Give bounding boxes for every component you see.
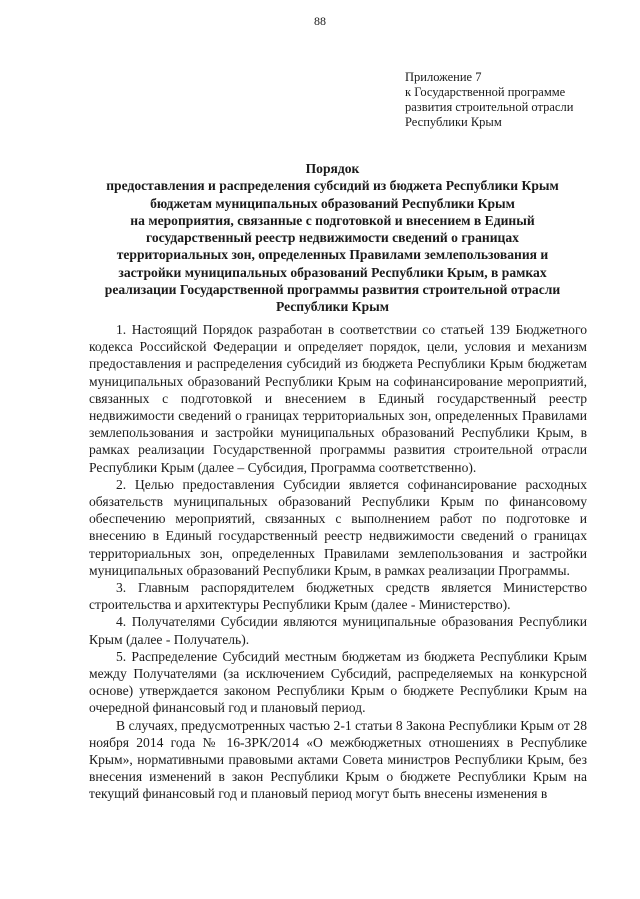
appendix-note <box>405 70 573 130</box>
paragraph-2: 2. Целью предоставления Субсидии является софинансирование расходных обязательств муниципальных образований Республики Крым по финансовому обеспечению мероприятий, связанных с выполнением работ по подготовке и внесению в Единый государственный реестр недвижимости сведений о границах территориальных зон, определенных Правилами землепользования и застройки муниципальных образований Республики Крым, в рамках реализации Программы. <box>89 476 587 578</box>
document-body <box>89 321 587 803</box>
document-title <box>60 160 605 316</box>
paragraph-5: 5. Распределение Субсидий местным бюджетам из бюджета Республики Крым между Получателями (за исключением Субсидий, распределяемых на конкурсной основе) утверждается законом Республики Крым о бюджете Республики Крым на очередной финансовый год и плановый период. <box>89 648 587 716</box>
title-line: предоставления и распределения субсидий из бюджета Республики Крым <box>106 178 559 194</box>
title-line: государственный реестр недвижимости сведений о границах <box>146 230 519 246</box>
appendix-line: к Государственной программе <box>405 85 566 99</box>
title-line: реализации Государственной программы развития строительной отрасли <box>104 282 561 298</box>
title-line: бюджетам муниципальных образований Республики Крым <box>150 195 515 211</box>
appendix-line: Республики Крым <box>405 115 502 129</box>
appendix-line: развития строительной отрасли <box>405 100 574 114</box>
paragraph-6: В случаях, предусмотренных частью 2-1 статьи 8 Закона Республики Крым от 28 ноября 2014 года № 16-ЗРК/2014 «О межбюджетных отношениях в Республике Крым», нормативными правовыми актами Совета министров Республики Крым, без внесения изменений в закон Республики Крым о бюджете Республики Крым на текущий финансовый год и плановый период могут быть внесены изменения в <box>89 717 587 802</box>
appendix-line: Приложение 7 <box>405 70 482 84</box>
paragraph-3: 3. Главным распорядителем бюджетных средств является Министерство строительства и архитектуры Республики Крым (далее - Министерство). <box>89 580 587 613</box>
page-number: 88 <box>314 14 326 28</box>
paragraph-1: 1. Настоящий Порядок разработан в соответствии со статьей 139 Бюджетного кодекса Российской Федерации и определяет порядок, цели, условия и механизм предоставления и распределения субсидий из бюджета Республики Крым бюджетам муниципальных образований Республики Крым на софинансирование мероприятий, связанных с подготовкой и внесением в Единый государственный реестр недвижимости сведений о границах территориальных зон, определенных Правилами землепользования и застройки муниципальных образований Республики Крым, в рамках реализации Государственной программы развития строительной отрасли Республики Крым (далее – Субсидия, Программа соответственно). <box>89 322 587 475</box>
title-line: на мероприятия, связанные с подготовкой и внесением в Единый <box>130 212 535 228</box>
title-line: застройки муниципальных образований Республики Крым, в рамках <box>118 264 547 280</box>
title-line: Порядок <box>305 161 360 176</box>
title-line: территориальных зон, определенных Правилами землепользования и <box>116 247 549 263</box>
title-line: Республики Крым <box>275 299 390 315</box>
paragraph-4: 4. Получателями Субсидии являются муниципальные образования Республики Крым (далее - Получатель). <box>89 614 587 647</box>
